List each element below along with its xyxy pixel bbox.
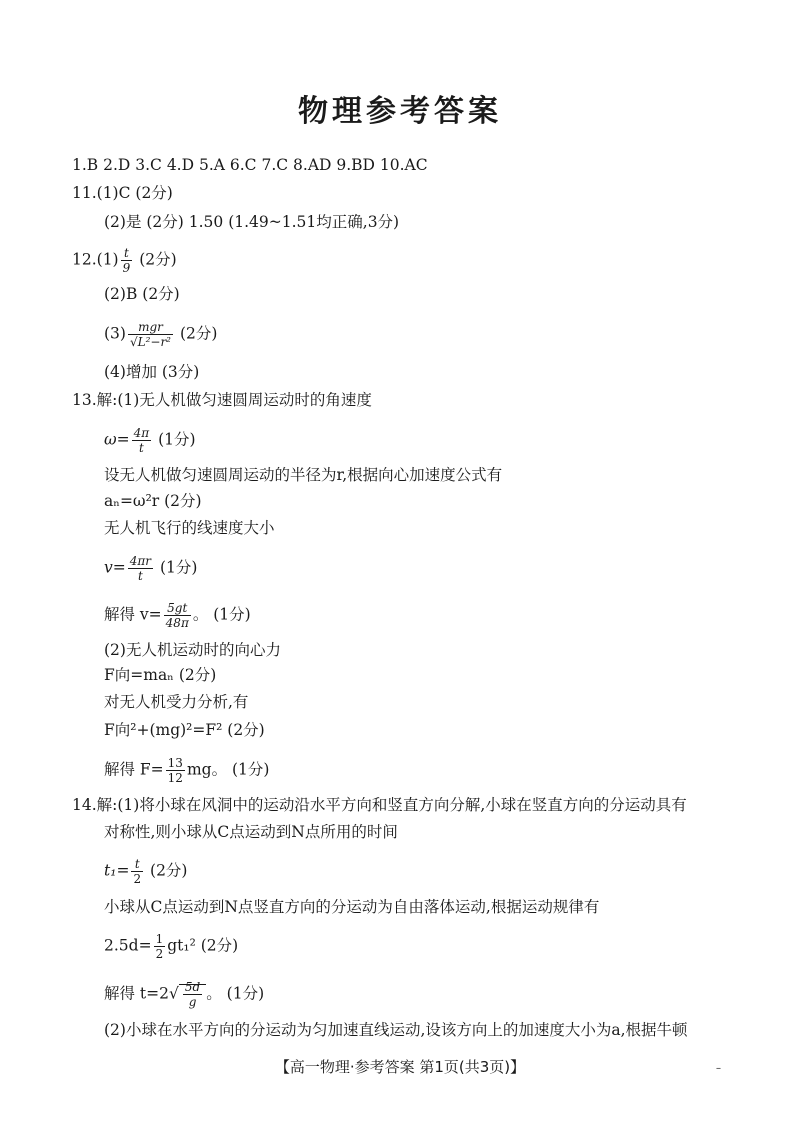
q14-part2: (2)小球在水平方向的分运动为匀加速直线运动,设该方向上的加速度大小为a,根据牛顿	[104, 1021, 688, 1039]
q12-part1: 12.(1) $\frac{t}{9}$ (2分)	[72, 246, 177, 275]
q11-part2: (2)是 (2分) 1.50 (1.49~1.51均正确,3分)	[104, 213, 400, 231]
fraction: $\frac{13}{12}$	[167, 756, 183, 785]
q13-line3: 设无人机做匀速圆周运动的半径为r,根据向心加速度公式有	[104, 466, 503, 484]
fraction: $\frac{4\pi r}{t}$	[129, 554, 152, 583]
q13-force-eq: F向=maₙ (2分)	[104, 666, 217, 684]
q13-part2: (2)无人机运动时的向心力	[104, 641, 281, 659]
choice-answers: 1.B 2.D 3.C 4.D 5.A 6.C 7.C 8.AD 9.BD 10.AC	[72, 156, 428, 174]
fraction: $\frac{5d}{g}$	[184, 980, 201, 1009]
q13-force-sum: F向²+(mg)²=F² (2分)	[104, 721, 265, 739]
fraction: $\frac{t}{2}$	[133, 857, 142, 886]
corner-mark: –	[716, 1063, 721, 1074]
q12-part2: (2)B (2分)	[104, 285, 180, 303]
fraction: $\frac{t}{9}$	[122, 246, 131, 275]
q13-line5: 无人机飞行的线速度大小	[104, 519, 275, 537]
q14-line1: 14.解:(1)将小球在风洞中的运动沿水平方向和竖直方向分解,小球在竖直方向的分运动具有	[72, 796, 687, 814]
q11-part1: 11.(1)C (2分)	[72, 184, 173, 202]
q12-part3: (3) $\frac{\text{mgr}}{\text{√L²−r²}}$ (2分)	[104, 320, 218, 349]
q13-solution-v: 解得 v= $\frac{5gt}{48\pi}$ 。 (1分)	[104, 601, 251, 630]
q12-part4: (4)增加 (3分)	[104, 363, 200, 381]
q14-motion-eq: 2.5d= $\frac{1}{2}$ gt₁² (2分)	[104, 932, 239, 961]
q13-line10: 对无人机受力分析,有	[104, 693, 249, 711]
page-footer: 【高一物理·参考答案 第1页(共3页)】	[274, 1058, 526, 1076]
q13-omega: ω= $\frac{4\pi}{t}$ (1分)	[104, 426, 196, 455]
q13-solution-f: 解得 F= $\frac{13}{12}$ mg。 (1分)	[104, 756, 270, 785]
q14-line4: 小球从C点运动到N点竖直方向的分运动为自由落体运动,根据运动规律有	[104, 898, 600, 916]
q14-solution-t: 解得 t=2√ $\frac{5d}{g}$ 。 (1分)	[104, 980, 265, 1009]
fraction: $\frac{4\pi}{t}$	[133, 426, 150, 455]
q13-acceleration: aₙ=ω²r (2分)	[104, 492, 202, 510]
q14-line2: 对称性,则小球从C点运动到N点所用的时间	[104, 823, 398, 841]
q13-velocity: v= $\frac{4\pi r}{t}$ (1分)	[104, 554, 198, 583]
page-title: 物理参考答案	[298, 94, 502, 129]
q14-t1: t₁= $\frac{t}{2}$ (2分)	[104, 857, 188, 886]
q13-line1: 13.解:(1)无人机做匀速圆周运动时的角速度	[72, 391, 372, 409]
fraction: $\frac{\text{mgr}}{\text{√L²−r²}}$	[129, 320, 171, 349]
fraction: $\frac{5gt}{48\pi}$	[165, 601, 189, 630]
fraction: $\frac{1}{2}$	[155, 932, 164, 961]
